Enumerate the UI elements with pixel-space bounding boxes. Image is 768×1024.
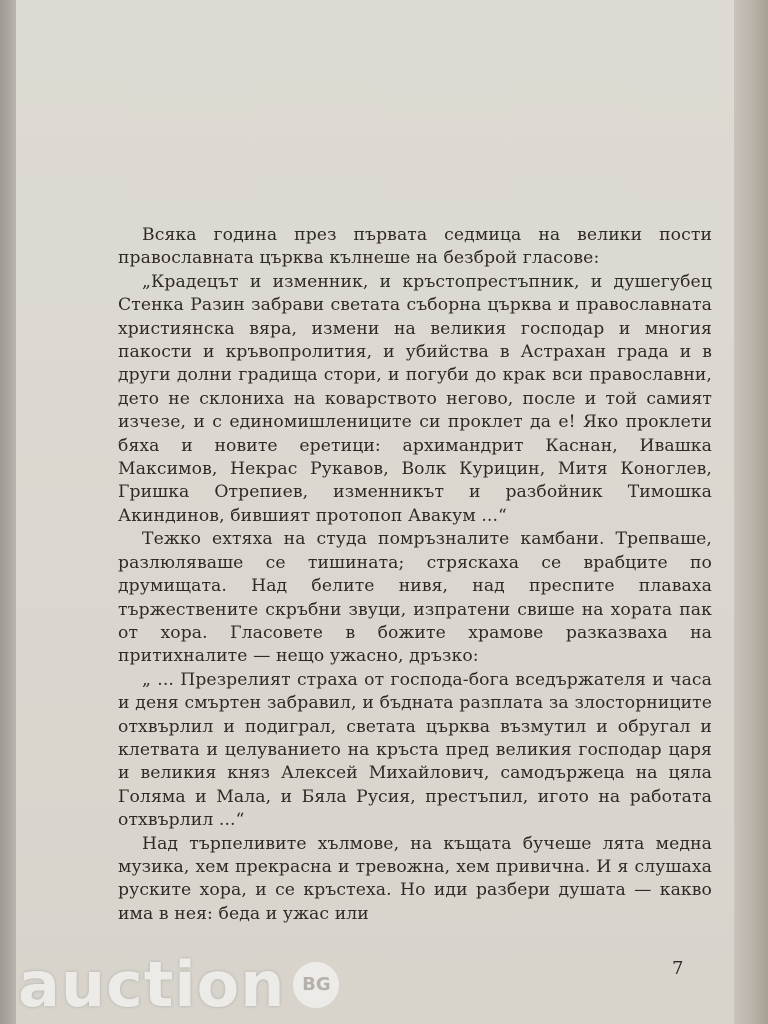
paragraph: „ ... Презрелият страха от господа-бога вседържателя и часа и деня смъртен забравил, и бъдната разплата за злосторниците отхвърлил и подиграл, светата църква възмутил и обругал и клетвата и целуванието на кръста пред великия господар царя и великия княз Алексей Михайлович, самодържеца на цяла Голяма и Мала, и Бяла Русия, престъпил, игото на работата отхвърлил ...“ <box>118 669 712 831</box>
page-number: 7 <box>672 958 684 979</box>
watermark-text: auction <box>18 948 286 1021</box>
page-edge <box>734 0 768 1024</box>
watermark-badge-icon <box>293 962 339 1008</box>
paragraph: Тежко ехтяха на студа помръзналите камбани. Трепваше, разлюляваше се тишината; стряскаха се врабците по друмищата. Над белите нивя, над преспите плаваха тържествените скръбни звуци, изпратени свише на хората пак от хора. Гласовете в божите храмове разказваха на притихналите — нещо ужасно, дръзко: <box>118 529 712 667</box>
paragraph: „Крадецът и изменник, и кръстопрестъпник, и душегубец Стенка Разин забрави светата съборна църква и православната християнска вяра, измени на великия господар и многия пакости и кръвопролития, и убийства в Астрахан града и в други долни градища стори, и погуби до крак вси православни, дето не склониха на коварството негово, после и той самият изчезе, и с единомишлениците си проклет да е! Яко проклети бяха и новите еретици: архимандрит Каснан, Ивашка Максимов, Некрас Рукавов, Волк Курицин, Митя Коноглев, Гришка Отрепиев, изменникът и разбойник Тимошка Акиндинов, бившият протопоп Авакум ...“ <box>118 271 712 526</box>
page-text <box>118 224 712 926</box>
paragraph: Всяка година през първата седмица на велики пости православната църква кълнеше на безброй гласове: <box>118 225 712 269</box>
watermark-badge-label: BG <box>302 974 331 995</box>
watermark-logo <box>18 948 339 1021</box>
paragraph: Над търпеливите хълмове, на къщата бучеше лята медна музика, хем прекрасна и тревожна, хем привична. И я слушаха руските хора, и се кръстеха. Но иди разбери душата — какво има в нея: беда и ужас или <box>118 833 712 924</box>
